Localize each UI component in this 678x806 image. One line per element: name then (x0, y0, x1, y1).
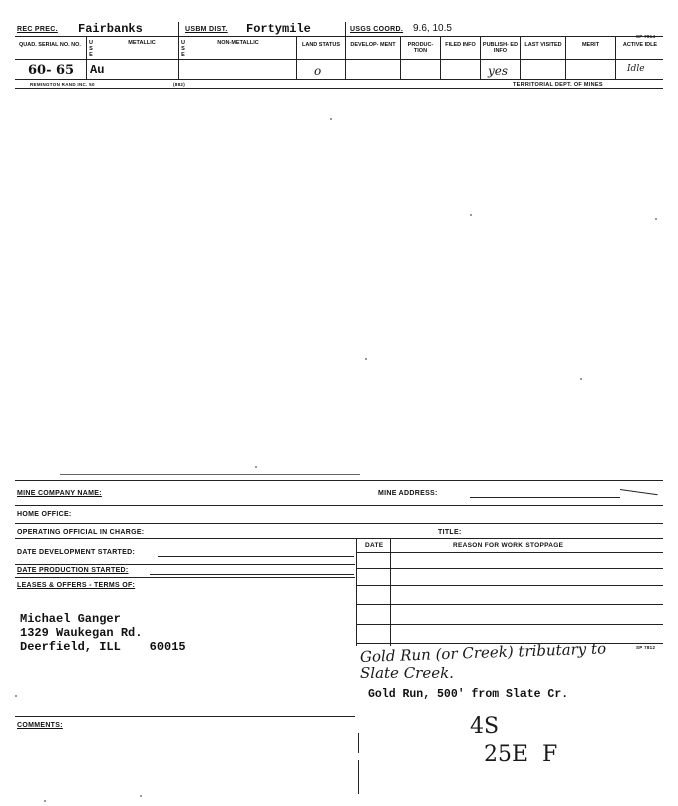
faint-rule (60, 474, 360, 475)
col-merit: MERIT (581, 42, 600, 48)
comments-tick (358, 733, 359, 753)
scribble-mark-1: 4S (470, 714, 500, 739)
form-number-lower: SP 7812 (636, 645, 656, 650)
column-divider (440, 37, 441, 79)
col-production: PRODUC- TION (407, 42, 434, 54)
column-divider (480, 37, 481, 79)
column-divider (296, 37, 297, 79)
header-divider (178, 22, 179, 36)
bottom-rule (15, 88, 663, 89)
comments-tick (358, 760, 359, 794)
mine-address-label: MINE ADDRESS: (378, 490, 438, 497)
rec-prec-label: REC PREC. (17, 26, 58, 33)
handwritten-note-2: Slate Creek. (360, 664, 454, 682)
stoppage-left-border (356, 538, 357, 646)
column-divider (520, 37, 521, 79)
date-development-line (158, 556, 354, 557)
record-active-idle: Idle (627, 64, 645, 74)
printer-caption: REMINGTON RAND INC. 50 (30, 82, 95, 87)
col-published-info: PUBLISH- ED INFO (482, 42, 519, 54)
row-rule (15, 505, 663, 506)
stoppage-row-rule (356, 624, 663, 625)
comments-label: COMMENTS: (17, 722, 63, 729)
column-divider (565, 37, 566, 79)
scan-speck (140, 795, 142, 797)
stoppage-header-rule (356, 552, 663, 553)
mine-company-label: MINE COMPANY NAME: (17, 490, 102, 497)
printer-code: (882) (173, 82, 186, 87)
scan-speck (655, 218, 657, 220)
scan-speck (470, 214, 472, 216)
owner-name: Michael Ganger (20, 612, 121, 626)
stoppage-row-rule (356, 604, 663, 605)
col-last-visited: LAST VISITED (524, 42, 562, 48)
row-rule (15, 538, 663, 539)
date-production-label: DATE PRODUCTION STARTED: (17, 567, 129, 574)
dept-caption: TERRITORIAL DEPT. OF MINES (513, 82, 603, 88)
scribble-mark-2: 25E F (484, 742, 558, 767)
operating-official-label: OPERATING OFFICIAL IN CHARGE: (17, 529, 145, 536)
usbm-dist-label: USBM DIST. (185, 26, 228, 33)
usgs-coord-value: 9.6, 10.5 (413, 23, 452, 34)
col-quad-serial: QUAD. SERIAL NO. NO. (19, 42, 81, 48)
ink-stroke (620, 489, 658, 495)
column-divider (178, 37, 179, 79)
handwritten-note-1: Gold Run (or Creek) tributary to (359, 639, 607, 666)
stoppage-row-rule (356, 585, 663, 586)
lower-top-rule (15, 480, 663, 481)
col-development: DEVELOP- MENT (350, 42, 396, 48)
leases-label: LEASES & OFFERS - TERMS OF: (17, 582, 136, 589)
column-divider (86, 37, 87, 79)
owner-city: Deerfield, ILL 60015 (20, 640, 186, 654)
rec-prec-value: Fairbanks (78, 22, 143, 36)
stoppage-date-divider (390, 538, 391, 646)
owner-street: 1329 Waukegan Rd. (20, 626, 143, 640)
scan-speck (44, 800, 46, 802)
scan-speck (255, 466, 257, 468)
reason-column-header: REASON FOR WORK STOPPAGE (453, 542, 564, 549)
col-use-metallic: U S E (89, 40, 93, 58)
record-metallic: Au (90, 63, 105, 77)
row-rule (15, 564, 355, 565)
date-development-label: DATE DEVELOPMENT STARTED: (17, 549, 136, 556)
date-production-line (150, 574, 354, 575)
col-active-idle: ACTIVE IDLE (622, 42, 658, 48)
col-nonmetallic: NON-METALLIC (217, 40, 259, 46)
scan-speck (580, 378, 582, 380)
scan-speck (15, 695, 17, 697)
stoppage-row-rule (356, 568, 663, 569)
record-quad-serial: 60- 65 (28, 63, 75, 78)
col-use-nonmetallic: U S E (181, 40, 185, 58)
comments-rule (15, 716, 355, 717)
col-land-status: LAND STATUS (302, 42, 340, 48)
row-rule (15, 523, 663, 524)
col-metallic: METALLIC (128, 40, 156, 46)
form-number-top: SP 7814 (636, 34, 656, 39)
record-land-status: o (314, 64, 322, 78)
column-divider (345, 37, 346, 79)
row-rule (15, 79, 663, 80)
header-divider (345, 22, 346, 36)
scan-speck (330, 118, 332, 120)
usgs-coord-label: USGS COORD. (350, 26, 404, 33)
home-office-label: HOME OFFICE: (17, 511, 72, 518)
title-label: TITLE: (438, 529, 462, 536)
usbm-dist-value: Fortymile (246, 22, 311, 36)
column-divider (400, 37, 401, 79)
column-divider (615, 37, 616, 79)
row-rule (15, 577, 355, 578)
date-column-header: DATE (365, 542, 384, 549)
col-filed-info: FILED INFO (445, 42, 476, 48)
record-published-info: yes (488, 64, 509, 78)
typed-note: Gold Run, 500' from Slate Cr. (368, 688, 569, 701)
scan-speck (365, 358, 367, 360)
mine-address-line (470, 497, 620, 498)
